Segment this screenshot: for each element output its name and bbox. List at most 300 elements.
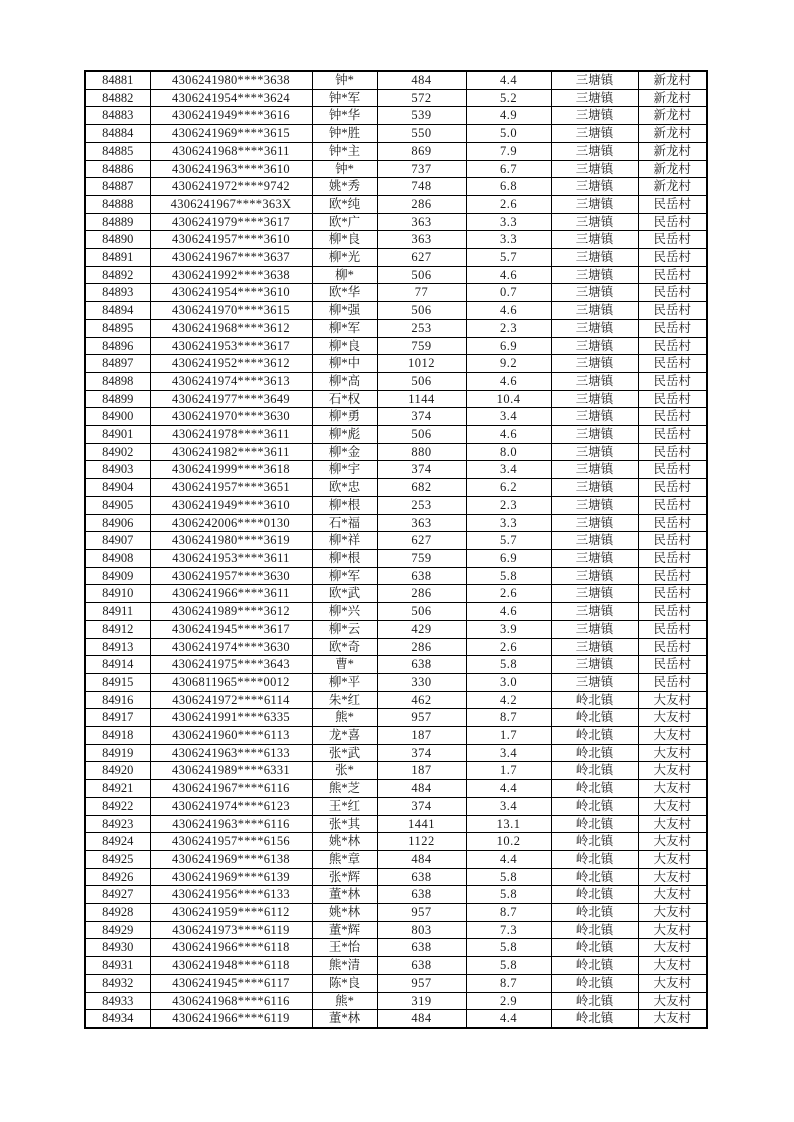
- town-cell: 三塘镇: [551, 142, 638, 160]
- table-row: [85, 213, 707, 231]
- village-cell: 民岳村: [638, 355, 707, 373]
- masked-id-number-cell: 4306241957****6156: [150, 833, 312, 851]
- masked-id-number-cell: 4306241957****3651: [150, 479, 312, 497]
- town-cell: 三塘镇: [551, 125, 638, 143]
- table-row: [85, 284, 707, 302]
- masked-id-number-cell: 4306241968****3611: [150, 142, 312, 160]
- name-cell: 欧*武: [312, 585, 377, 603]
- table-row: [85, 461, 707, 479]
- value1-cell: 374: [377, 797, 466, 815]
- masked-id-number-cell: 4306242006****0130: [150, 514, 312, 532]
- row-id-cell: 84893: [85, 284, 150, 302]
- name-cell: 柳*高: [312, 372, 377, 390]
- town-cell: 三塘镇: [551, 656, 638, 674]
- name-cell: 柳*宇: [312, 461, 377, 479]
- table-row: [85, 904, 707, 922]
- town-cell: 三塘镇: [551, 231, 638, 249]
- table-row: [85, 709, 707, 727]
- masked-id-number-cell: 4306241963****6116: [150, 815, 312, 833]
- village-cell: 民岳村: [638, 585, 707, 603]
- value1-cell: 484: [377, 780, 466, 798]
- value2-cell: 0.7: [466, 284, 551, 302]
- table-row: [85, 514, 707, 532]
- row-id-cell: 84914: [85, 656, 150, 674]
- row-id-cell: 84908: [85, 549, 150, 567]
- name-cell: 钟*胜: [312, 125, 377, 143]
- value1-cell: 330: [377, 673, 466, 691]
- town-cell: 三塘镇: [551, 249, 638, 267]
- village-cell: 新龙村: [638, 89, 707, 107]
- name-cell: 柳*金: [312, 443, 377, 461]
- masked-id-number-cell: 4306241973****6119: [150, 921, 312, 939]
- table-row: [85, 974, 707, 992]
- value2-cell: 5.8: [466, 957, 551, 975]
- village-cell: 民岳村: [638, 532, 707, 550]
- town-cell: 三塘镇: [551, 337, 638, 355]
- village-cell: 新龙村: [638, 160, 707, 178]
- table-row: [85, 142, 707, 160]
- row-id-cell: 84888: [85, 195, 150, 213]
- village-cell: 民岳村: [638, 302, 707, 320]
- value2-cell: 3.3: [466, 514, 551, 532]
- value2-cell: 6.7: [466, 160, 551, 178]
- village-cell: 民岳村: [638, 620, 707, 638]
- name-cell: 欧*忠: [312, 479, 377, 497]
- masked-id-number-cell: 4306241999****3618: [150, 461, 312, 479]
- town-cell: 三塘镇: [551, 160, 638, 178]
- row-id-cell: 84917: [85, 709, 150, 727]
- row-id-cell: 84889: [85, 213, 150, 231]
- value1-cell: 957: [377, 709, 466, 727]
- name-cell: 曹*: [312, 656, 377, 674]
- masked-id-number-cell: 4306241949****3610: [150, 496, 312, 514]
- row-id-cell: 84910: [85, 585, 150, 603]
- table-row: [85, 195, 707, 213]
- value2-cell: 4.4: [466, 780, 551, 798]
- row-id-cell: 84883: [85, 107, 150, 125]
- town-cell: 岭北镇: [551, 1010, 638, 1028]
- town-cell: 三塘镇: [551, 372, 638, 390]
- value1-cell: 638: [377, 939, 466, 957]
- masked-id-number-cell: 4306241989****6331: [150, 762, 312, 780]
- value2-cell: 2.3: [466, 496, 551, 514]
- table-row: [85, 125, 707, 143]
- value1-cell: 1012: [377, 355, 466, 373]
- value2-cell: 5.2: [466, 89, 551, 107]
- masked-id-number-cell: 4306241954****3610: [150, 284, 312, 302]
- masked-id-number-cell: 4306241954****3624: [150, 89, 312, 107]
- village-cell: 新龙村: [638, 125, 707, 143]
- name-cell: 柳*平: [312, 673, 377, 691]
- masked-id-number-cell: 4306241974****3613: [150, 372, 312, 390]
- name-cell: 柳*良: [312, 337, 377, 355]
- row-id-cell: 84916: [85, 691, 150, 709]
- masked-id-number-cell: 4306241975****3643: [150, 656, 312, 674]
- row-id-cell: 84896: [85, 337, 150, 355]
- table-row: [85, 71, 707, 89]
- value1-cell: 880: [377, 443, 466, 461]
- village-cell: 民岳村: [638, 656, 707, 674]
- town-cell: 三塘镇: [551, 443, 638, 461]
- town-cell: 岭北镇: [551, 992, 638, 1010]
- row-id-cell: 84918: [85, 727, 150, 745]
- value1-cell: 484: [377, 71, 466, 89]
- masked-id-number-cell: 4306241957****3610: [150, 231, 312, 249]
- table-body: [85, 71, 707, 1028]
- table-row: [85, 744, 707, 762]
- town-cell: 岭北镇: [551, 939, 638, 957]
- name-cell: 柳*彪: [312, 426, 377, 444]
- value1-cell: 363: [377, 514, 466, 532]
- value1-cell: 1441: [377, 815, 466, 833]
- row-id-cell: 84899: [85, 390, 150, 408]
- value2-cell: 5.8: [466, 656, 551, 674]
- masked-id-number-cell: 4306241972****6114: [150, 691, 312, 709]
- value1-cell: 759: [377, 337, 466, 355]
- value2-cell: 6.9: [466, 549, 551, 567]
- town-cell: 三塘镇: [551, 426, 638, 444]
- value2-cell: 5.8: [466, 868, 551, 886]
- town-cell: 岭北镇: [551, 762, 638, 780]
- value1-cell: 748: [377, 178, 466, 196]
- name-cell: 熊*: [312, 709, 377, 727]
- village-cell: 民岳村: [638, 249, 707, 267]
- table-row: [85, 815, 707, 833]
- village-cell: 大友村: [638, 727, 707, 745]
- masked-id-number-cell: 4306241979****3617: [150, 213, 312, 231]
- town-cell: 岭北镇: [551, 904, 638, 922]
- value2-cell: 8.7: [466, 974, 551, 992]
- value1-cell: 187: [377, 762, 466, 780]
- village-cell: 民岳村: [638, 319, 707, 337]
- name-cell: 董*林: [312, 1010, 377, 1028]
- name-cell: 柳*勇: [312, 408, 377, 426]
- village-cell: 民岳村: [638, 266, 707, 284]
- table-row: [85, 178, 707, 196]
- masked-id-number-cell: 4306241982****3611: [150, 443, 312, 461]
- village-cell: 大友村: [638, 957, 707, 975]
- name-cell: 石*权: [312, 390, 377, 408]
- name-cell: 柳*军: [312, 567, 377, 585]
- name-cell: 柳*强: [312, 302, 377, 320]
- row-id-cell: 84900: [85, 408, 150, 426]
- row-id-cell: 84895: [85, 319, 150, 337]
- value2-cell: 2.6: [466, 638, 551, 656]
- row-id-cell: 84884: [85, 125, 150, 143]
- table-row: [85, 337, 707, 355]
- name-cell: 张*武: [312, 744, 377, 762]
- town-cell: 三塘镇: [551, 461, 638, 479]
- value1-cell: 957: [377, 974, 466, 992]
- row-id-cell: 84922: [85, 797, 150, 815]
- town-cell: 三塘镇: [551, 532, 638, 550]
- value2-cell: 1.7: [466, 727, 551, 745]
- table-row: [85, 1010, 707, 1028]
- town-cell: 岭北镇: [551, 833, 638, 851]
- row-id-cell: 84890: [85, 231, 150, 249]
- data-table: [84, 70, 708, 1029]
- value2-cell: 7.3: [466, 921, 551, 939]
- table-row: [85, 319, 707, 337]
- value2-cell: 3.4: [466, 797, 551, 815]
- masked-id-number-cell: 4306241980****3619: [150, 532, 312, 550]
- town-cell: 三塘镇: [551, 89, 638, 107]
- value2-cell: 6.2: [466, 479, 551, 497]
- value2-cell: 5.7: [466, 532, 551, 550]
- name-cell: 熊*章: [312, 850, 377, 868]
- value2-cell: 5.8: [466, 939, 551, 957]
- table-row: [85, 833, 707, 851]
- town-cell: 岭北镇: [551, 974, 638, 992]
- row-id-cell: 84931: [85, 957, 150, 975]
- value1-cell: 627: [377, 532, 466, 550]
- masked-id-number-cell: 4306811965****0012: [150, 673, 312, 691]
- village-cell: 民岳村: [638, 549, 707, 567]
- village-cell: 民岳村: [638, 443, 707, 461]
- value1-cell: 374: [377, 408, 466, 426]
- row-id-cell: 84902: [85, 443, 150, 461]
- town-cell: 三塘镇: [551, 479, 638, 497]
- town-cell: 岭北镇: [551, 797, 638, 815]
- value2-cell: 3.3: [466, 231, 551, 249]
- value1-cell: 957: [377, 904, 466, 922]
- row-id-cell: 84930: [85, 939, 150, 957]
- value2-cell: 2.9: [466, 992, 551, 1010]
- value2-cell: 4.4: [466, 850, 551, 868]
- town-cell: 三塘镇: [551, 107, 638, 125]
- value2-cell: 4.6: [466, 302, 551, 320]
- row-id-cell: 84928: [85, 904, 150, 922]
- name-cell: 姚*林: [312, 833, 377, 851]
- value1-cell: 803: [377, 921, 466, 939]
- table-row: [85, 231, 707, 249]
- table-row: [85, 408, 707, 426]
- value2-cell: 6.9: [466, 337, 551, 355]
- town-cell: 三塘镇: [551, 302, 638, 320]
- village-cell: 大友村: [638, 886, 707, 904]
- town-cell: 三塘镇: [551, 266, 638, 284]
- village-cell: 民岳村: [638, 213, 707, 231]
- value2-cell: 2.6: [466, 585, 551, 603]
- masked-id-number-cell: 4306241957****3630: [150, 567, 312, 585]
- village-cell: 大友村: [638, 992, 707, 1010]
- value2-cell: 3.4: [466, 461, 551, 479]
- value2-cell: 3.4: [466, 408, 551, 426]
- row-id-cell: 84926: [85, 868, 150, 886]
- row-id-cell: 84921: [85, 780, 150, 798]
- row-id-cell: 84881: [85, 71, 150, 89]
- row-id-cell: 84929: [85, 921, 150, 939]
- value2-cell: 3.3: [466, 213, 551, 231]
- value1-cell: 539: [377, 107, 466, 125]
- value1-cell: 638: [377, 868, 466, 886]
- village-cell: 大友村: [638, 1010, 707, 1028]
- village-cell: 民岳村: [638, 461, 707, 479]
- masked-id-number-cell: 4306241967****6116: [150, 780, 312, 798]
- value2-cell: 4.4: [466, 1010, 551, 1028]
- name-cell: 柳*根: [312, 549, 377, 567]
- masked-id-number-cell: 4306241952****3612: [150, 355, 312, 373]
- table-row: [85, 868, 707, 886]
- village-cell: 民岳村: [638, 231, 707, 249]
- town-cell: 岭北镇: [551, 744, 638, 762]
- town-cell: 三塘镇: [551, 355, 638, 373]
- village-cell: 民岳村: [638, 567, 707, 585]
- table-row: [85, 479, 707, 497]
- table-row: [85, 160, 707, 178]
- value1-cell: 429: [377, 620, 466, 638]
- masked-id-number-cell: 4306241970****3615: [150, 302, 312, 320]
- name-cell: 张*: [312, 762, 377, 780]
- village-cell: 民岳村: [638, 337, 707, 355]
- name-cell: 董*辉: [312, 921, 377, 939]
- village-cell: 大友村: [638, 762, 707, 780]
- town-cell: 岭北镇: [551, 815, 638, 833]
- masked-id-number-cell: 4306241974****3630: [150, 638, 312, 656]
- value2-cell: 2.3: [466, 319, 551, 337]
- table-row: [85, 921, 707, 939]
- masked-id-number-cell: 4306241945****6117: [150, 974, 312, 992]
- name-cell: 钟*军: [312, 89, 377, 107]
- table-row: [85, 638, 707, 656]
- village-cell: 大友村: [638, 850, 707, 868]
- row-id-cell: 84891: [85, 249, 150, 267]
- town-cell: 岭北镇: [551, 921, 638, 939]
- value1-cell: 572: [377, 89, 466, 107]
- value1-cell: 77: [377, 284, 466, 302]
- town-cell: 岭北镇: [551, 727, 638, 745]
- value2-cell: 5.0: [466, 125, 551, 143]
- value1-cell: 506: [377, 603, 466, 621]
- village-cell: 新龙村: [638, 71, 707, 89]
- row-id-cell: 84886: [85, 160, 150, 178]
- town-cell: 三塘镇: [551, 408, 638, 426]
- row-id-cell: 84892: [85, 266, 150, 284]
- row-id-cell: 84925: [85, 850, 150, 868]
- name-cell: 石*福: [312, 514, 377, 532]
- village-cell: 民岳村: [638, 372, 707, 390]
- masked-id-number-cell: 4306241963****3610: [150, 160, 312, 178]
- table-row: [85, 797, 707, 815]
- name-cell: 欧*纯: [312, 195, 377, 213]
- town-cell: 岭北镇: [551, 780, 638, 798]
- value1-cell: 869: [377, 142, 466, 160]
- name-cell: 欧*奇: [312, 638, 377, 656]
- masked-id-number-cell: 4306241978****3611: [150, 426, 312, 444]
- value2-cell: 4.6: [466, 603, 551, 621]
- value1-cell: 638: [377, 886, 466, 904]
- masked-id-number-cell: 4306241991****6335: [150, 709, 312, 727]
- value2-cell: 3.4: [466, 744, 551, 762]
- value2-cell: 6.8: [466, 178, 551, 196]
- table-row: [85, 390, 707, 408]
- town-cell: 岭北镇: [551, 850, 638, 868]
- row-id-cell: 84904: [85, 479, 150, 497]
- town-cell: 三塘镇: [551, 673, 638, 691]
- village-cell: 民岳村: [638, 603, 707, 621]
- masked-id-number-cell: 4306241977****3649: [150, 390, 312, 408]
- name-cell: 朱*红: [312, 691, 377, 709]
- row-id-cell: 84887: [85, 178, 150, 196]
- value1-cell: 638: [377, 656, 466, 674]
- value1-cell: 737: [377, 160, 466, 178]
- value1-cell: 1122: [377, 833, 466, 851]
- table-row: [85, 567, 707, 585]
- value2-cell: 4.9: [466, 107, 551, 125]
- name-cell: 熊*清: [312, 957, 377, 975]
- town-cell: 三塘镇: [551, 567, 638, 585]
- table-row: [85, 620, 707, 638]
- value2-cell: 2.6: [466, 195, 551, 213]
- table-row: [85, 691, 707, 709]
- value2-cell: 9.2: [466, 355, 551, 373]
- table-row: [85, 372, 707, 390]
- masked-id-number-cell: 4306241980****3638: [150, 71, 312, 89]
- value2-cell: 13.1: [466, 815, 551, 833]
- village-cell: 大友村: [638, 797, 707, 815]
- row-id-cell: 84933: [85, 992, 150, 1010]
- village-cell: 大友村: [638, 974, 707, 992]
- masked-id-number-cell: 4306241953****3617: [150, 337, 312, 355]
- table-row: [85, 355, 707, 373]
- village-cell: 民岳村: [638, 514, 707, 532]
- table-row: [85, 957, 707, 975]
- village-cell: 民岳村: [638, 496, 707, 514]
- row-id-cell: 84906: [85, 514, 150, 532]
- row-id-cell: 84920: [85, 762, 150, 780]
- row-id-cell: 84924: [85, 833, 150, 851]
- village-cell: 大友村: [638, 939, 707, 957]
- table-row: [85, 886, 707, 904]
- village-cell: 民岳村: [638, 479, 707, 497]
- table-row: [85, 780, 707, 798]
- table-row: [85, 762, 707, 780]
- value1-cell: 187: [377, 727, 466, 745]
- value1-cell: 506: [377, 372, 466, 390]
- value1-cell: 484: [377, 850, 466, 868]
- row-id-cell: 84913: [85, 638, 150, 656]
- masked-id-number-cell: 4306241963****6133: [150, 744, 312, 762]
- value2-cell: 10.4: [466, 390, 551, 408]
- town-cell: 三塘镇: [551, 620, 638, 638]
- village-cell: 大友村: [638, 815, 707, 833]
- name-cell: 柳*光: [312, 249, 377, 267]
- value2-cell: 8.7: [466, 709, 551, 727]
- table-row: [85, 992, 707, 1010]
- name-cell: 姚*林: [312, 904, 377, 922]
- name-cell: 柳*军: [312, 319, 377, 337]
- value2-cell: 4.4: [466, 71, 551, 89]
- value2-cell: 4.6: [466, 426, 551, 444]
- town-cell: 三塘镇: [551, 603, 638, 621]
- town-cell: 三塘镇: [551, 284, 638, 302]
- row-id-cell: 84909: [85, 567, 150, 585]
- village-cell: 大友村: [638, 921, 707, 939]
- masked-id-number-cell: 4306241966****6118: [150, 939, 312, 957]
- masked-id-number-cell: 4306241992****3638: [150, 266, 312, 284]
- masked-id-number-cell: 4306241967****363X: [150, 195, 312, 213]
- masked-id-number-cell: 4306241945****3617: [150, 620, 312, 638]
- village-cell: 大友村: [638, 833, 707, 851]
- value1-cell: 363: [377, 213, 466, 231]
- village-cell: 大友村: [638, 868, 707, 886]
- value2-cell: 5.8: [466, 567, 551, 585]
- town-cell: 岭北镇: [551, 709, 638, 727]
- name-cell: 柳*良: [312, 231, 377, 249]
- masked-id-number-cell: 4306241972****9742: [150, 178, 312, 196]
- row-id-cell: 84919: [85, 744, 150, 762]
- value2-cell: 5.7: [466, 249, 551, 267]
